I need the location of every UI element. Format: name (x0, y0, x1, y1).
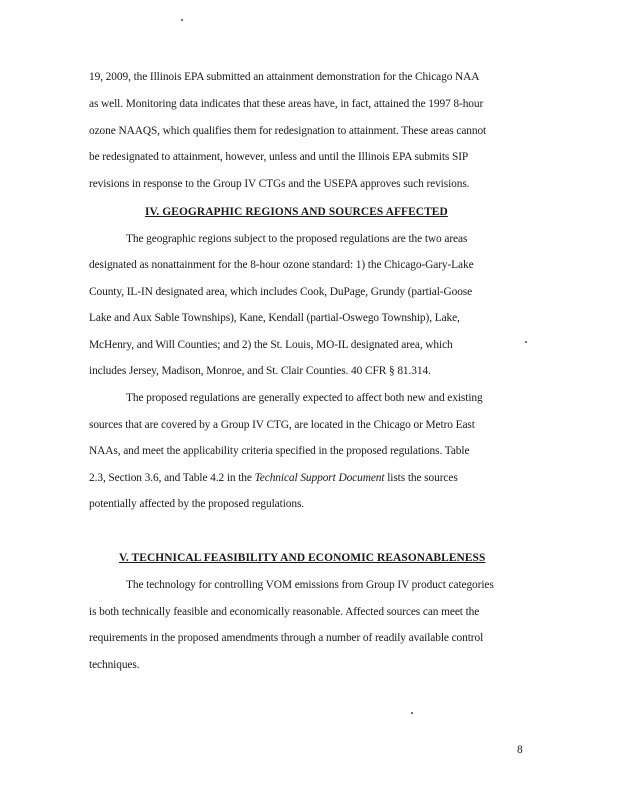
text-run: 2.3, Section 3.6, and Table 4.2 in the (89, 472, 255, 484)
text-run: lists the sources (384, 472, 458, 484)
section-heading-iv: IV. GEOGRAPHIC REGIONS AND SOURCES AFFECTED (145, 206, 448, 218)
paragraph-line: 19, 2009, the Illinois EPA submitted an attainment demonstration for the Chicago NAA (89, 71, 480, 83)
paragraph-line: is both technically feasible and economically reasonable. Affected sources can meet the (89, 606, 480, 618)
paragraph-line: revisions in response to the Group IV CTGs and the USEPA approves such revisions. (89, 178, 470, 190)
paragraph-line: The proposed regulations are generally expected to affect both new and existing (126, 392, 483, 404)
paragraph-line: The technology for controlling VOM emissions from Group IV product categories (126, 579, 494, 591)
paragraph-line: ozone NAAQS, which qualifies them for redesignation to attainment. These areas cannot (89, 125, 487, 137)
paragraph-line: NAAs, and meet the applicability criteria specified in the proposed regulations. Table (89, 445, 470, 457)
paragraph-line: County, IL-IN designated area, which includes Cook, DuPage, Grundy (partial-Goose (89, 286, 473, 298)
paragraph-line: Lake and Aux Sable Townships), Kane, Kendall (partial-Oswego Township), Lake, (89, 312, 460, 324)
paragraph-line: techniques. (89, 659, 140, 671)
paragraph-line: potentially affected by the proposed regulations. (89, 498, 305, 510)
paragraph-line (89, 472, 458, 484)
paragraph-line: designated as nonattainment for the 8-hour ozone standard: 1) the Chicago-Gary-Lake (89, 259, 474, 271)
paragraph-line: includes Jersey, Madison, Monroe, and St. Clair Counties. 40 CFR § 81.314. (89, 365, 431, 377)
paragraph-line: as well. Monitoring data indicates that these areas have, in fact, attained the 1997 8-hour (89, 98, 484, 110)
page-number: 8 (517, 744, 523, 756)
scan-speck (525, 341, 527, 343)
paragraph-line: The geographic regions subject to the proposed regulations are the two areas (126, 233, 468, 245)
section-heading-v: V. TECHNICAL FEASIBILITY AND ECONOMIC REASONABLENESS (119, 552, 486, 564)
paragraph-line: sources that are covered by a Group IV CTG, are located in the Chicago or Metro East (89, 419, 475, 431)
paragraph-line: be redesignated to attainment, however, unless and until the Illinois EPA submits SIP (89, 151, 469, 163)
paragraph-line: McHenry, and Will Counties; and 2) the St. Louis, MO-IL designated area, which (89, 339, 453, 351)
paragraph-line: requirements in the proposed amendments through a number of readily available control (89, 632, 484, 644)
document-title-reference: Technical Support Document (254, 472, 385, 484)
scan-speck (181, 19, 183, 21)
scan-speck (411, 712, 413, 714)
